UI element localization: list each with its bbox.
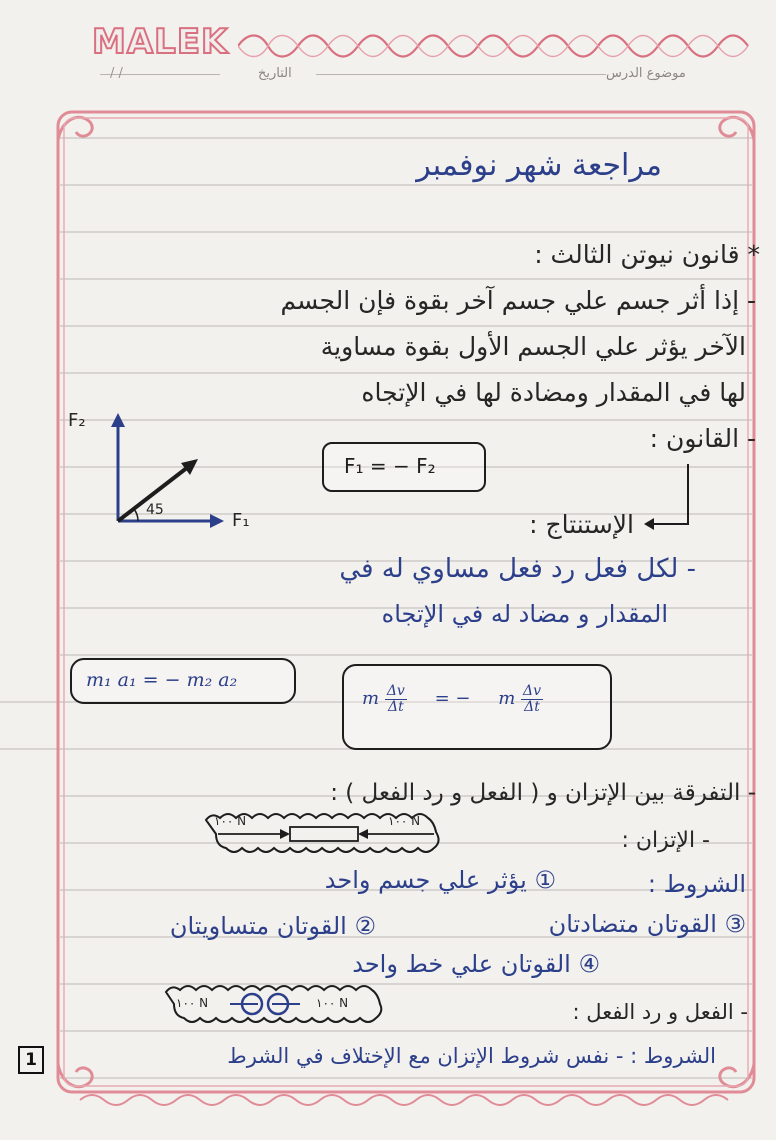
action-force-right: ١٠٠ N <box>316 996 349 1010</box>
action-force-left: ١٠٠ N <box>176 996 209 1010</box>
diagram-x-label: F₁ <box>232 510 250 531</box>
conclusion-line-1: - لكل فعل رد فعل مساوي له في <box>339 554 696 584</box>
eq2-den-left: Δt <box>387 698 404 715</box>
equilibrium-force-left: ١٠٠ N <box>214 814 247 828</box>
definition-line-1: - إذا أثر جسم علي جسم آخر بقوة فإن الجسم <box>280 286 756 315</box>
conclusion-label: الإستنتاج : <box>529 510 634 539</box>
definition-line-2: الآخر يؤثر علي الجسم الأول بقوة مساوية <box>320 332 746 361</box>
page-number: 1 <box>18 1046 44 1074</box>
impulse-equation-box <box>342 664 612 750</box>
eq2-fraction-right <box>521 684 543 714</box>
eq2-mass-right: m <box>498 688 516 710</box>
eq2-num-left: Δv <box>386 683 405 699</box>
law-to-conclusion-arrow <box>640 460 700 540</box>
action-reaction-label: - الفعل و رد الفعل : <box>572 1000 748 1024</box>
date-value: / / <box>110 66 123 81</box>
definition-line-3: لها في المقدار ومضادة لها في الإتجاه <box>361 378 746 407</box>
condition-3: ③ القوتان متضادتان <box>548 910 746 938</box>
eq2-den-right: Δt <box>524 698 540 715</box>
action-reaction-conditions: الشروط : - نفس شروط الإتزان مع الإختلاف في الشرط <box>227 1044 716 1068</box>
diagram-y-label: F₂ <box>68 410 86 431</box>
lesson-label: موضوع الدرس <box>606 66 686 81</box>
difference-heading: - التفرقة بين الإتزان و ( الفعل و رد الفعل ) : <box>330 780 756 806</box>
lesson-line <box>316 74 606 75</box>
diagram-angle-label: 45 <box>146 502 164 518</box>
eq2-num-right: Δv <box>523 683 542 699</box>
equilibrium-label: - الإتزان : <box>621 828 710 853</box>
momentum-equation: m₁ a₁ = − m₂ a₂ <box>86 669 238 691</box>
condition-2: ② القوتان متساويتان <box>169 912 376 940</box>
eq2-mass-left: m <box>362 688 380 710</box>
condition-4: ④ القوتان علي خط واحد <box>352 950 600 978</box>
eq2-operator: = − <box>434 688 471 710</box>
momentum-equation-box <box>70 658 296 704</box>
brand-wave-ornament <box>238 28 758 64</box>
impulse-equation <box>362 684 543 714</box>
date-label: التاريخ <box>258 66 292 81</box>
law-formula: F₁ = − F₂ <box>344 454 436 478</box>
conclusion-line-2: المقدار و مضاد له في الإتجاه <box>381 600 668 628</box>
equilibrium-force-right: ١٠٠ N <box>388 814 421 828</box>
condition-1: ① يؤثر علي جسم واحد <box>324 866 556 894</box>
conditions-label: الشروط : <box>647 870 746 898</box>
newton-third-law-heading: * قانون نيوتن الثالث : <box>534 240 760 269</box>
eq2-fraction-left <box>385 684 407 714</box>
law-label: - القانون : <box>649 424 756 453</box>
page-title: مراجعة شهر نوفمبر <box>416 148 662 183</box>
law-formula-box <box>322 442 486 492</box>
brand-logo: MALEK <box>92 22 229 62</box>
